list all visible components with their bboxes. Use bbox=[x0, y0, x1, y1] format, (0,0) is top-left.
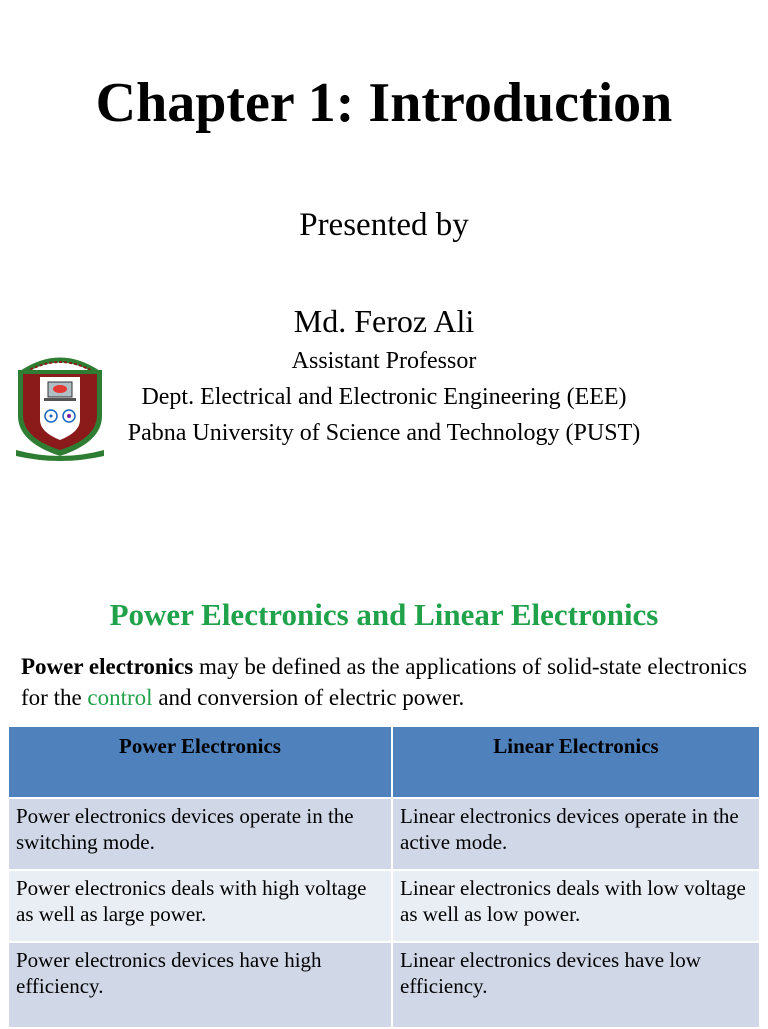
table-cell: Power electronics devices have high efficiency. bbox=[8, 942, 392, 1028]
chapter-title: Chapter 1: Introduction bbox=[95, 72, 673, 134]
comparison-slide bbox=[0, 548, 768, 1024]
table-cell: Linear electronics devices operate in the active mode. bbox=[392, 798, 760, 870]
table-cell: Power electronics devices operate in the switching mode. bbox=[8, 798, 392, 870]
university-crest-logo bbox=[12, 344, 108, 462]
table-row bbox=[8, 870, 760, 942]
intro-paragraph bbox=[21, 651, 747, 713]
title-slide bbox=[0, 0, 768, 500]
author-name: Md. Feroz Ali bbox=[293, 303, 475, 339]
header-power-electronics: Power Electronics bbox=[8, 726, 392, 798]
table-cell: Linear electronics deals with low voltage as well as low power. bbox=[392, 870, 760, 942]
comparison-table bbox=[7, 725, 761, 1029]
author-university: Pabna University of Science and Technology (PUST) bbox=[127, 420, 641, 446]
intro-bold-term: Power electronics bbox=[21, 654, 194, 679]
table-row bbox=[8, 942, 760, 1028]
slide-title: Power Electronics and Linear Electronics bbox=[109, 597, 659, 632]
table-cell: Linear electronics devices have low efficiency. bbox=[392, 942, 760, 1028]
presented-by: Presented by bbox=[299, 207, 469, 243]
intro-highlight: control bbox=[87, 685, 153, 710]
table-row bbox=[8, 798, 760, 870]
author-position: Assistant Professor bbox=[291, 348, 477, 374]
table-cell: Power electronics deals with high voltage as well as large power. bbox=[8, 870, 392, 942]
intro-text-2: and conversion of electric power. bbox=[152, 685, 465, 710]
table-header-row bbox=[8, 726, 760, 798]
intro-text-1: may be defined as the applications of solid-state electronics for the bbox=[21, 654, 747, 710]
header-linear-electronics: Linear Electronics bbox=[392, 726, 760, 798]
author-department: Dept. Electrical and Electronic Engineering (EEE) bbox=[141, 384, 627, 410]
